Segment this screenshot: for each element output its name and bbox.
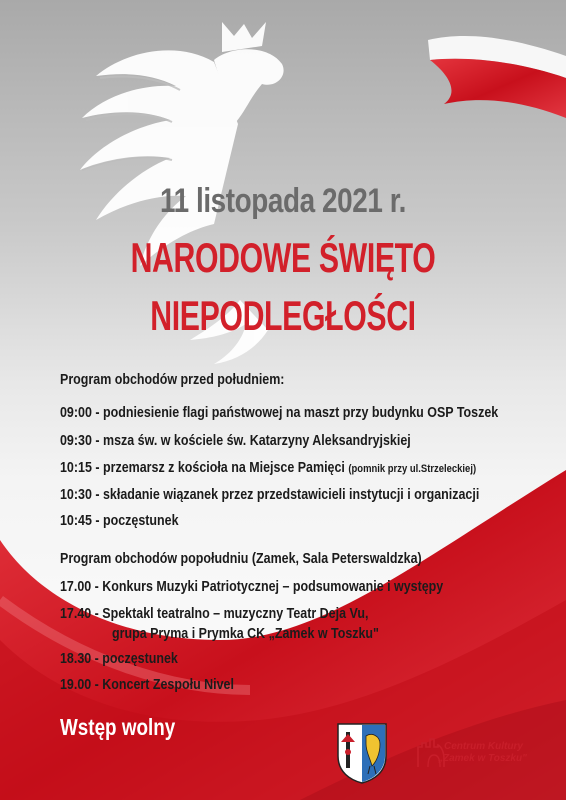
free-entry-note: Wstęp wolny	[60, 714, 176, 740]
list-item: 09:30 - msza św. w kościele św. Katarzyny Aleksandryjskiej	[60, 433, 411, 449]
item-text: poczęstunek	[102, 513, 179, 529]
item-time: 10:45	[60, 513, 92, 529]
item-text: przemarsz z kościoła na Miejsce Pamięci	[102, 460, 345, 476]
logo-line-1: Centrum Kultury	[444, 741, 523, 752]
item-text: msza św. w kościele św. Katarzyny Aleksandryjskiej	[102, 433, 411, 449]
list-item-continuation: grupa Pryma i Prymka CK „Zamek w Toszku"	[112, 626, 379, 642]
event-date: 11 listopada 2021 r.	[160, 182, 406, 220]
list-item: 19.00 - Koncert Zespołu Nivel	[60, 677, 234, 693]
page-title-line2: NIEPODLEGŁOŚCI	[150, 292, 416, 339]
item-text: składanie wiązanek przez przedstawicieli instytucji i organizacji	[102, 487, 480, 503]
logo-line-2: „Zamek w Toszku"	[438, 753, 527, 764]
item-text: Koncert Zespołu Nivel	[102, 677, 234, 693]
list-item: 17.40 - Spektakl teatralno – muzyczny Teatr Deja Vu,	[60, 606, 369, 622]
list-item: 18.30 - poczęstunek	[60, 651, 178, 667]
item-note: (pomnik przy ul.Strzeleckiej)	[348, 463, 477, 475]
toszek-coat-of-arms	[336, 722, 388, 784]
morning-heading: Program obchodów przed południem:	[60, 372, 285, 388]
list-item: 17.00 - Konkurs Muzyki Patriotycznej – podsumowanie i występy	[60, 579, 444, 595]
list-item: 10:30 - składanie wiązanek przez przedstawicieli instytucji i organizacji	[60, 487, 480, 503]
item-time: 19.00	[60, 677, 92, 693]
item-time: 10:30	[60, 487, 92, 503]
centrum-kultury-logo	[414, 733, 534, 773]
item-time: 09:30	[60, 433, 92, 449]
item-time: 18.30	[60, 651, 92, 667]
list-item: 10:45 - poczęstunek	[60, 513, 179, 529]
list-item: 10:15 - przemarsz z kościoła na Miejsce Pamięci (pomnik przy ul.Strzeleckiej)	[60, 460, 477, 476]
page-title-line1: NARODOWE ŚWIĘTO	[130, 234, 436, 281]
item-time: 09:00	[60, 405, 92, 421]
list-item: 09:00 - podniesienie flagi państwowej na maszt przy budynku OSP Toszek	[60, 405, 499, 421]
item-text: poczęstunek	[102, 651, 178, 667]
item-time: 10:15	[60, 460, 92, 476]
item-time: 17.40	[60, 606, 92, 622]
item-text: Konkurs Muzyki Patriotycznej – podsumowanie i występy	[102, 579, 444, 595]
item-time: 17.00	[60, 579, 92, 595]
item-text: Spektakl teatralno – muzyczny Teatr Deja Vu,	[102, 606, 369, 622]
item-text: podniesienie flagi państwowej na maszt przy budynku OSP Toszek	[102, 405, 499, 421]
afternoon-heading: Program obchodów popołudniu (Zamek, Sala Peterswaldzka)	[60, 551, 422, 567]
